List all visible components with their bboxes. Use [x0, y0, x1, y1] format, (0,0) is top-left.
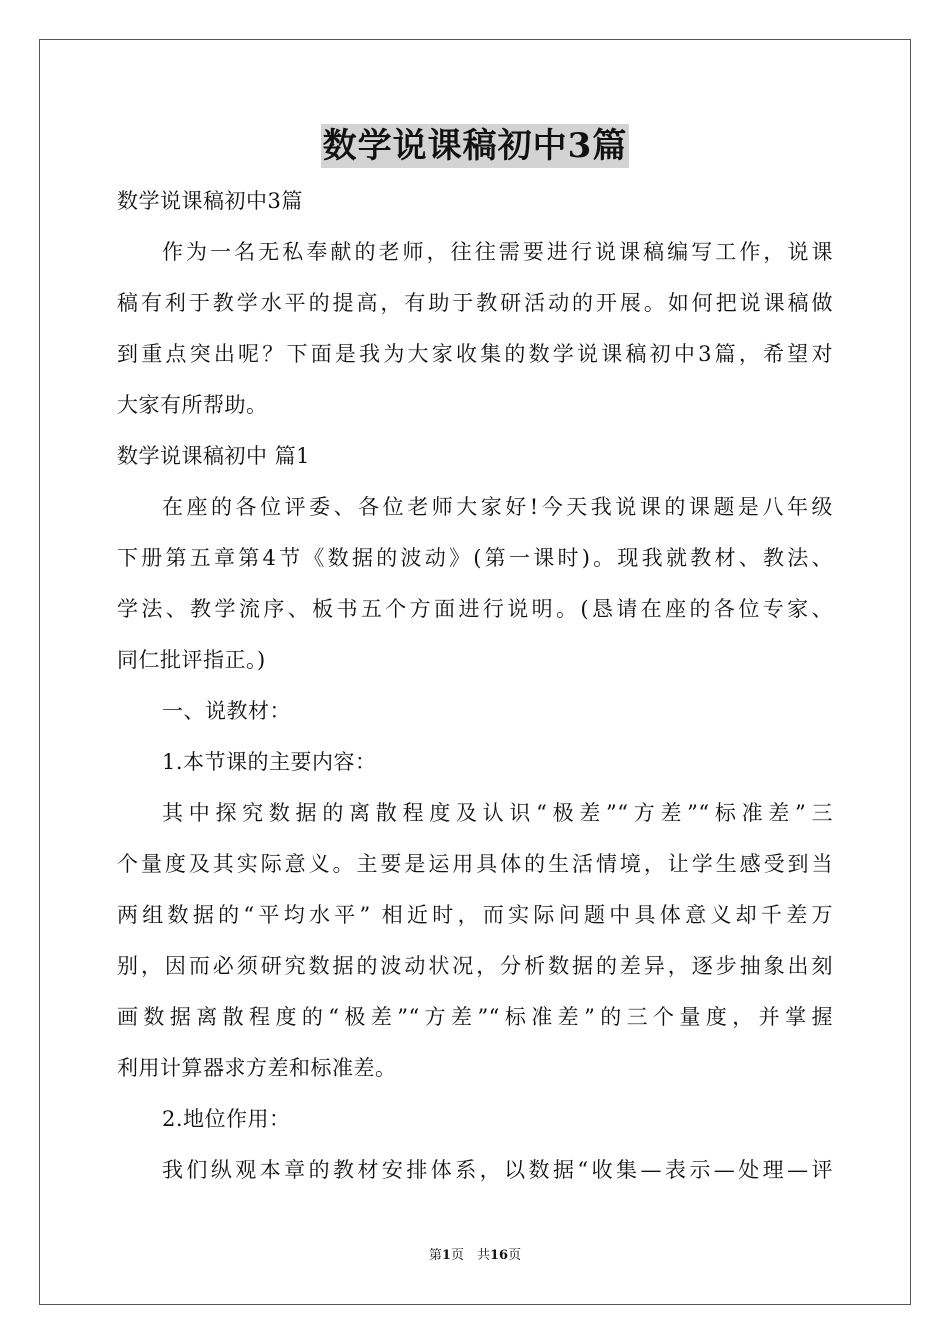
- body-line: 个量度及其实际意义。主要是运用具体的生活情境，让学生感受到当: [117, 852, 833, 876]
- footer-total-suffix: 页: [508, 1248, 522, 1263]
- body-line: 大家有所帮助。: [117, 393, 268, 417]
- body-line: 利用计算器求方差和标准差。: [117, 1056, 397, 1080]
- body-line: 其中探究数据的离散程度及认识“极差”“方差”“标准差”三: [162, 801, 833, 825]
- footer-prefix: 第: [428, 1248, 442, 1263]
- body-line: 同仁批评指正。): [117, 648, 266, 672]
- footer-gap: 共: [463, 1248, 490, 1263]
- page-footer: [0, 1247, 950, 1265]
- body-line: 我们纵观本章的教材安排体系，以数据“收集—表示—处理—评: [162, 1158, 833, 1182]
- body-line: 到重点突出呢？下面是我为大家收集的数学说课稿初中3篇，希望对: [117, 342, 833, 366]
- title-wrap: [0, 124, 950, 168]
- body-line: 下册第五章第4节《数据的波动》(第一课时)。现我就教材、教法、: [117, 546, 833, 570]
- body-line: 在座的各位评委、各位老师大家好!今天我说课的课题是八年级: [162, 495, 833, 519]
- body-line: 1.本节课的主要内容：: [162, 750, 377, 774]
- document-body: [117, 176, 833, 1196]
- footer-page-suffix: 页: [450, 1248, 464, 1263]
- body-line: 别，因而必须研究数据的波动状况，分析数据的差异，逐步抽象出刻: [117, 954, 833, 978]
- body-line: 画数据离散程度的“极差”“方差”“标准差”的三个量度，并掌握: [117, 1005, 833, 1029]
- document-title: 数学说课稿初中3篇: [322, 126, 628, 166]
- body-line: 学法、教学流序、板书五个方面进行说明。(恳请在座的各位专家、: [117, 597, 833, 621]
- footer-page-number: 1: [441, 1248, 451, 1263]
- body-line: 数学说课稿初中3篇: [117, 189, 303, 213]
- body-line: 2.地位作用：: [162, 1107, 291, 1131]
- body-line: 两组数据的“平均水平” 相近时，而实际问题中具体意义却千差万: [117, 903, 833, 927]
- footer-total-pages: 16: [489, 1248, 509, 1263]
- body-line: 数学说课稿初中 篇1: [117, 444, 311, 468]
- body-line: 一、说教材：: [162, 699, 291, 723]
- body-line: 稿有利于教学水平的提高，有助于教研活动的开展。如何把说课稿做: [117, 291, 833, 315]
- body-line: 作为一名无私奉献的老师，往往需要进行说课稿编写工作，说课: [162, 240, 833, 264]
